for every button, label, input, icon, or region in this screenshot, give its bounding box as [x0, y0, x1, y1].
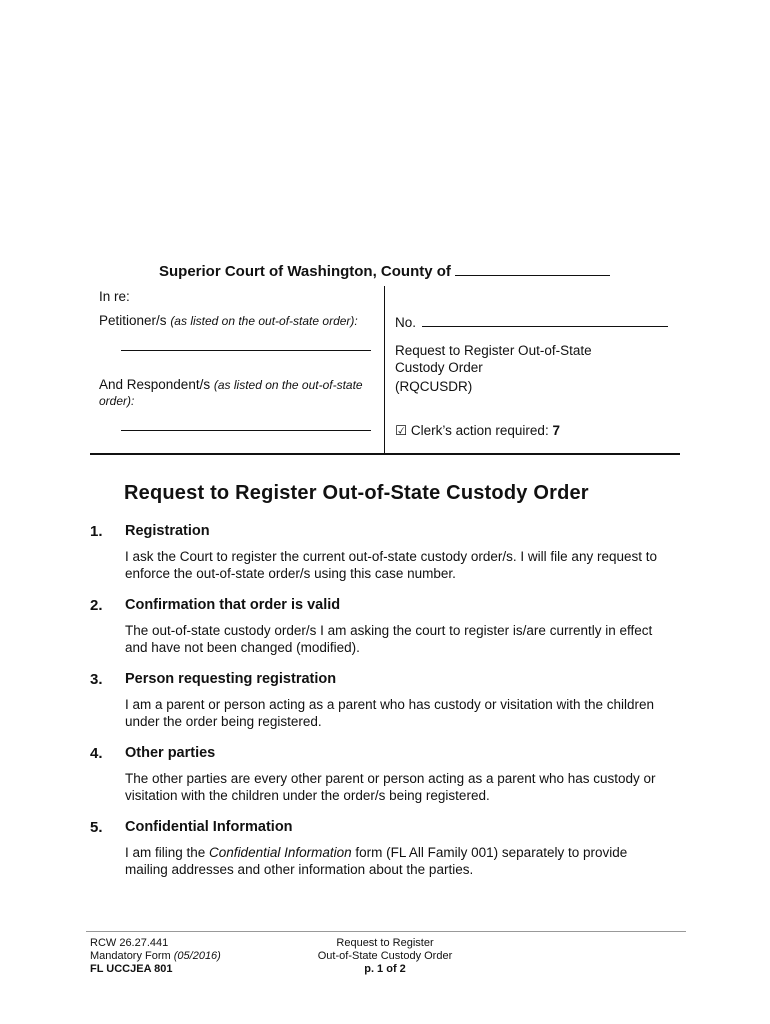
footer-mandatory-form [90, 950, 221, 963]
section-4-line-1: The other parties are every other parent or person acting as a parent who has custody or [125, 771, 656, 786]
footer-page-number-text: p. 1 of 2 [364, 963, 406, 975]
footer-page-number [300, 963, 470, 976]
section-3-number: 3. [90, 671, 103, 688]
section-1-heading: Registration [125, 523, 210, 539]
footer-rule [86, 931, 686, 932]
section-5-heading: Confidential Information [125, 819, 293, 835]
county-blank-line [455, 261, 610, 276]
clerk-action-value: 7 [552, 423, 560, 438]
section-5-line-1-em: Confidential Information [209, 845, 352, 860]
footer-doc-name-2: Out-of-State Custody Order [317, 950, 453, 962]
petitioner-signature-line [121, 350, 371, 351]
respondent-signature-line [121, 430, 371, 431]
petitioners-note: (as listed on the out-of-state order): [170, 314, 358, 328]
footer-statute: RCW 26.27.441 [90, 937, 169, 949]
case-number-label: No. [395, 315, 417, 330]
section-5-line-1 [125, 844, 685, 861]
caption-divider [384, 286, 385, 454]
section-5-body [125, 844, 685, 878]
clerk-action-label: Clerk’s action required: [410, 423, 549, 438]
doc-code: (RQCUSDR) [395, 379, 473, 394]
footer-left [90, 937, 221, 976]
section-3-body [125, 696, 685, 730]
section-3-line-1: I am a parent or person acting as a parent who has custody or visitation with the children [125, 697, 655, 712]
petitioners-label: Petitioner/s [99, 313, 167, 328]
document-title: Request to Register Out-of-State Custody Order [124, 482, 589, 504]
in-re-label: In re: [99, 289, 130, 304]
petitioners-label-row [99, 313, 358, 328]
court-title [159, 261, 610, 280]
case-number-row [395, 314, 668, 330]
section-4-line-2: visitation with the children under the order/s being registered. [125, 788, 490, 803]
respondents-label-row [99, 377, 363, 392]
section-1-number: 1. [90, 523, 103, 540]
section-1-body [125, 548, 685, 582]
doc-name-line-1: Request to Register Out-of-State [395, 343, 592, 358]
section-5-number: 5. [90, 819, 103, 836]
respondents-label: And Respondent/s [99, 377, 211, 392]
section-4-number: 4. [90, 745, 103, 762]
respondents-note-1: (as listed on the out-of-state [213, 378, 363, 392]
section-5-line-2: mailing addresses and other information about the parties. [125, 862, 474, 877]
respondents-note-2: order): [99, 394, 135, 408]
footer-doc-name-1: Request to Register [336, 937, 434, 949]
section-5-line-1-pre: I am filing the [125, 845, 210, 860]
clerk-action-row [395, 423, 560, 439]
clerk-checkbox-icon: ☑ [395, 423, 408, 438]
doc-name-line-2: Custody Order [395, 360, 483, 375]
footer-mandatory-form-label: Mandatory Form [90, 950, 174, 962]
section-2-heading: Confirmation that order is valid [125, 597, 341, 613]
case-number-line [422, 314, 668, 327]
footer-form-date: (05/2016) [173, 950, 221, 962]
section-5-line-1-post: form (FL All Family 001) separately to provide [351, 845, 628, 860]
section-2-body [125, 622, 685, 656]
section-4-body [125, 770, 685, 804]
footer-form-code-text: FL UCCJEA 801 [90, 963, 173, 975]
footer-center [300, 937, 470, 976]
section-2-number: 2. [90, 597, 103, 614]
section-3-line-2: under the order being registered. [125, 714, 322, 729]
section-3-heading: Person requesting registration [125, 671, 337, 687]
section-2-line-2: and have not been changed (modified). [125, 640, 360, 655]
section-2-line-1: The out-of-state custody order/s I am asking the court to register is/are currently in effect [125, 623, 653, 638]
section-4-heading: Other parties [125, 745, 216, 761]
section-1-line-2: enforce the out-of-state order/s using this case number. [125, 566, 456, 581]
footer-form-code [90, 963, 221, 976]
section-1-line-1: I ask the Court to register the current out-of-state custody order/s. I will file any request to [125, 549, 657, 564]
caption-bottom-rule [90, 453, 680, 455]
court-title-text: Superior Court of Washington, County of [159, 263, 451, 280]
